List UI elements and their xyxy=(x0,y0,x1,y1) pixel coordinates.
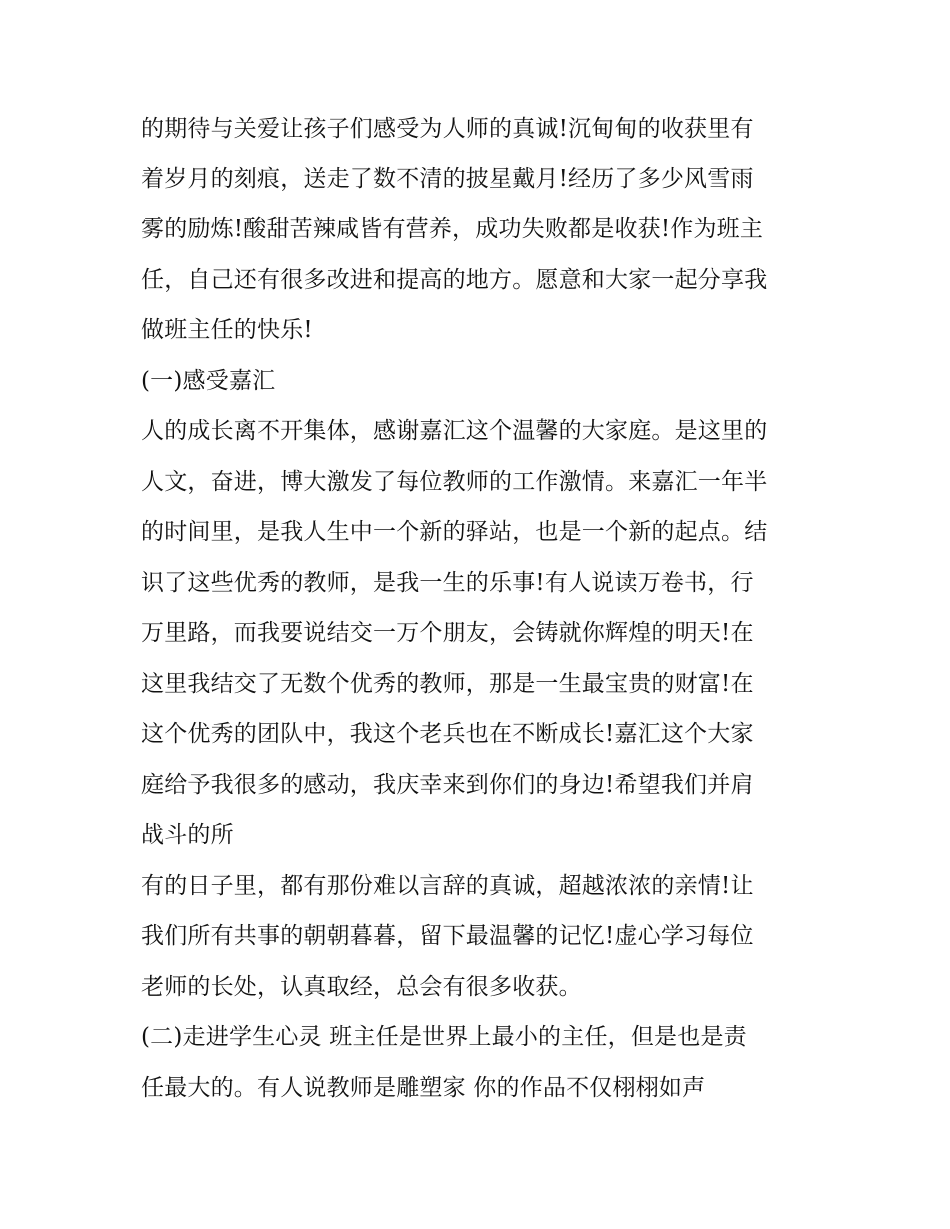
text-line: 任，自己还有很多改进和提高的地方。愿意和大家一起分享我 xyxy=(141,267,768,293)
text-line: 人的成长离不开集体，感谢嘉汇这个温馨的大家庭。是这里的 xyxy=(141,418,768,444)
text-line: 任最大的。有人说教师是雕塑家 你的作品不仅栩栩如声 xyxy=(141,1075,706,1101)
section-heading: (一)感受嘉汇 xyxy=(141,368,276,394)
text-line: 做班主任的快乐! xyxy=(141,317,313,343)
text-line: 雾的励炼!酸甜苦辣咸皆有营养，成功失败都是收获!作为班主 xyxy=(141,216,764,242)
text-line: 着岁月的刻痕，送走了数不清的披星戴月!经历了多少风雪雨 xyxy=(141,166,754,192)
text-line: 战斗的所 xyxy=(141,822,234,848)
text-line: 庭给予我很多的感动，我庆幸来到你们的身边!希望我们并肩 xyxy=(141,772,754,798)
text-line: 这个优秀的团队中，我这个老兵也在不断成长!嘉汇这个大家 xyxy=(141,721,754,747)
text-line: 万里路，而我要说结交一万个朋友，会铸就你辉煌的明天!在 xyxy=(141,620,754,646)
text-line: 人文，奋进，博大激发了每位教师的工作激情。来嘉汇一年半 xyxy=(141,469,768,495)
text-line: 我们所有共事的朝朝暮暮，留下最温馨的记忆!虚心学习每位 xyxy=(141,923,754,949)
text-line: 的时间里，是我人生中一个新的驿站，也是一个新的起点。结 xyxy=(141,519,768,545)
text-line: 的期待与关爱让孩子们感受为人师的真诚!沉甸甸的收获里有 xyxy=(141,116,754,142)
text-line: 老师的长处，认真取经，总会有很多收获。 xyxy=(141,974,582,1000)
text-line: 这里我结交了无数个优秀的教师，那是一生最宝贵的财富!在 xyxy=(141,671,754,697)
text-line: 有的日子里，都有那份难以言辞的真诚，超越浓浓的亲情!让 xyxy=(141,873,754,899)
section-heading: (二)走进学生心灵 班主任是世界上最小的主任，但是也是责 xyxy=(141,1024,747,1050)
text-line: 识了这些优秀的教师，是我一生的乐事!有人说读万卷书，行 xyxy=(141,570,754,596)
